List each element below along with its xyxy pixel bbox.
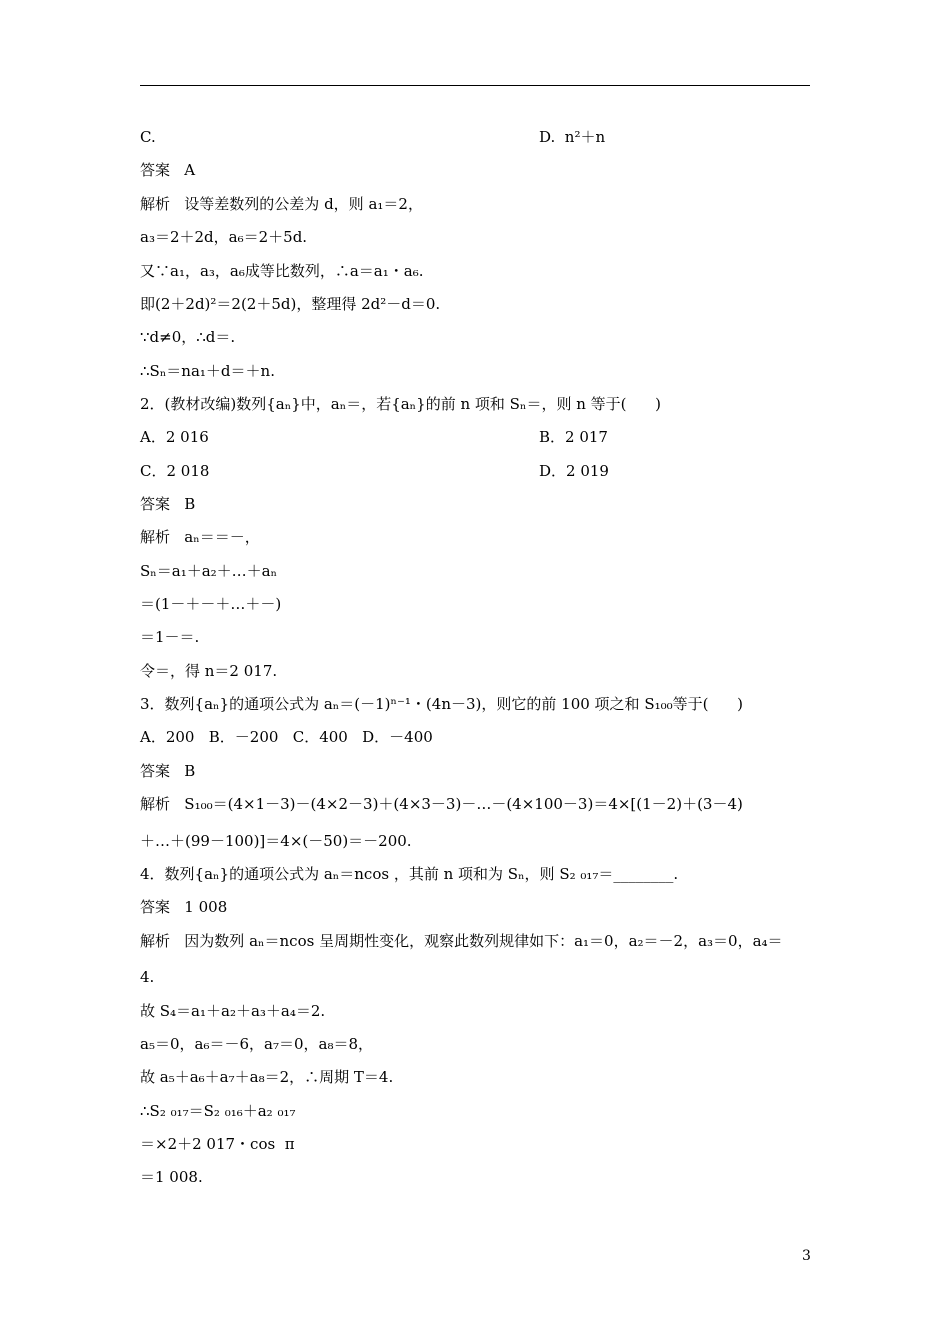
text-line: 令＝，得 n＝2 017. <box>140 662 278 680</box>
text-line: 3．数列{aₙ}的通项公式为 aₙ＝(－1)ⁿ⁻¹・(4n－3)，则它的前 100 项之和 S₁₀₀等于( ) <box>140 695 743 713</box>
text-line: ∵d≠0，∴d＝. <box>140 328 236 346</box>
text-line: A．200 B．－200 C．400 D．－400 <box>140 728 433 746</box>
text-line: ∴S₂ ₀₁₇＝S₂ ₀₁₆＋a₂ ₀₁₇ <box>140 1102 296 1120</box>
text-line: 答案 1 008 <box>140 898 228 916</box>
text-line: ＝(1－＋－＋…＋－) <box>140 595 282 613</box>
text-line: 答案 B <box>140 495 196 513</box>
text-line: Sₙ＝a₁＋a₂＋…＋aₙ <box>140 562 278 580</box>
text-line: a₅＝0，a₆＝－6，a₇＝0，a₈＝8， <box>140 1035 373 1053</box>
text-line: 4. <box>140 968 155 986</box>
text-line: 解析 aₙ＝＝－， <box>140 528 260 546</box>
text-line: 答案 B <box>140 762 196 780</box>
text-line: ∴Sₙ＝na₁＋d＝＋n. <box>140 362 275 380</box>
text-line: a₃＝2＋2d，a₆＝2＋5d. <box>140 228 308 246</box>
text-line: 解析 因为数列 aₙ＝ncos 呈周期性变化，观察此数列规律如下：a₁＝0，a₂＝－2，a₃＝0，a₄＝ <box>140 932 783 950</box>
text-line: 2．(教材改编)数列{aₙ}中，aₙ＝，若{aₙ}的前 n 项和 Sₙ＝，则 n 等于( ) <box>140 395 661 413</box>
text-line: ＋…＋(99－100)]＝4×(－50)＝－200. <box>140 832 412 850</box>
text-line: 解析 设等差数列的公差为 d，则 a₁＝2， <box>140 195 423 213</box>
page-number: 3 <box>802 1248 811 1264</box>
text-line: 故 S₄＝a₁＋a₂＋a₃＋a₄＝2. <box>140 1002 326 1020</box>
text-line: 答案 A <box>140 161 196 179</box>
text-line: C. D. n²＋n <box>140 128 606 146</box>
text-line: ＝1 008. <box>140 1168 203 1186</box>
text-line: A．2 016 B．2 017 <box>140 428 608 446</box>
text-line: C．2 018 D．2 019 <box>140 462 609 480</box>
text-line: 又∵a₁，a₃，a₆成等比数列，∴a＝a₁・a₆. <box>140 262 424 280</box>
text-line: ＝×2＋2 017・cos π <box>140 1135 295 1153</box>
header-rule <box>140 85 810 86</box>
text-line: 解析 S₁₀₀＝(4×1－3)－(4×2－3)＋(4×3－3)－…－(4×100－3)＝4×[(1－2)＋(3－4) <box>140 795 743 813</box>
text-line: 即(2＋2d)²＝2(2＋5d)，整理得 2d²－d＝0. <box>140 295 441 313</box>
text-line: 故 a₅＋a₆＋a₇＋a₈＝2，∴周期 T＝4. <box>140 1068 394 1086</box>
text-line: ＝1－＝. <box>140 628 200 646</box>
text-line: 4．数列{aₙ}的通项公式为 aₙ＝ncos ，其前 n 项和为 Sₙ，则 S₂ ₀₁₇＝________. <box>140 865 679 883</box>
